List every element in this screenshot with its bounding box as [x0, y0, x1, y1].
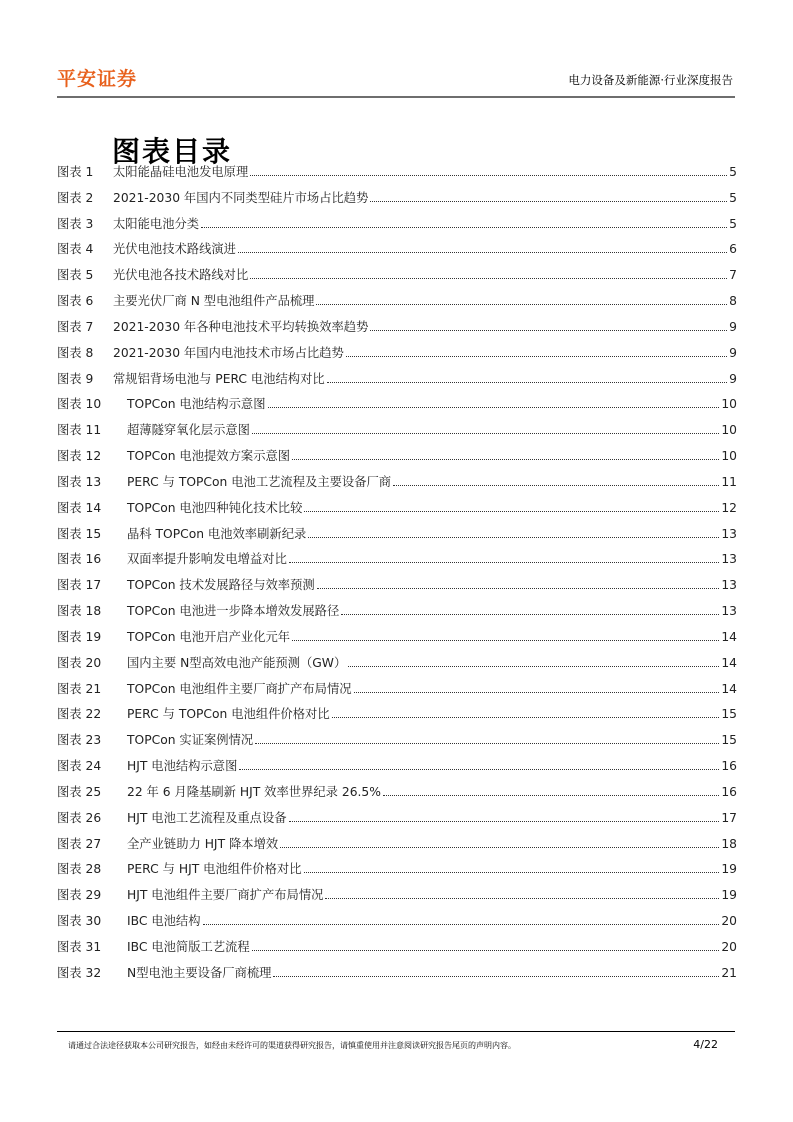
toc-entry[interactable] [57, 757, 737, 783]
toc-title[interactable]: PERC 与 TOPCon 电池工艺流程及主要设备厂商 [127, 474, 392, 489]
toc-page: 10 [721, 423, 737, 438]
toc-title[interactable]: 太阳能电池分类 [113, 216, 200, 231]
toc-entry[interactable] [57, 344, 737, 370]
toc-entry[interactable] [57, 240, 737, 266]
toc-label: 图表 14 [57, 500, 102, 515]
toc-entry[interactable] [57, 964, 737, 990]
toc-page: 14 [721, 629, 737, 644]
company-logo: 平安证券 [57, 68, 138, 90]
toc-entry[interactable] [57, 835, 737, 861]
toc-leader [308, 536, 719, 538]
toc-entry[interactable] [57, 421, 737, 447]
toc-page: 16 [721, 759, 737, 774]
toc-label: 图表 13 [57, 474, 102, 489]
toc-leader [273, 975, 719, 977]
toc-page: 8 [729, 294, 737, 309]
toc-entry[interactable] [57, 292, 737, 318]
toc-leader [332, 716, 720, 718]
toc-title[interactable]: PERC 与 TOPCon 电池组件价格对比 [127, 707, 330, 722]
toc-leader [289, 561, 719, 563]
toc-leader [383, 794, 719, 796]
toc-label: 图表 28 [57, 862, 102, 877]
toc-title[interactable]: TOPCon 电池结构示意图 [127, 397, 266, 412]
toc-label: 图表 18 [57, 604, 102, 619]
toc-label: 图表 31 [57, 939, 102, 954]
toc-title[interactable]: TOPCon 电池组件主要厂商扩产布局情况 [127, 681, 352, 696]
toc-page: 10 [721, 449, 737, 464]
toc-entry[interactable] [57, 809, 737, 835]
toc-leader [252, 432, 719, 434]
toc-leader [327, 381, 727, 383]
toc-title[interactable]: HJT 电池组件主要厂商扩产布局情况 [127, 888, 324, 903]
toc-entry[interactable] [57, 912, 737, 938]
page-number: 4/22 [693, 1038, 718, 1051]
toc-label: 图表 10 [57, 397, 102, 412]
toc-entry[interactable] [57, 189, 737, 215]
toc-label: 图表 1 [57, 165, 94, 179]
toc-page: 5 [729, 165, 737, 179]
footer-divider [57, 1031, 735, 1032]
toc-title[interactable]: 22 年 6 月隆基刷新 HJT 效率世界纪录 26.5% [127, 784, 381, 799]
toc-entry[interactable] [57, 860, 737, 886]
toc-title[interactable]: 光伏电池技术路线演进 [113, 242, 236, 257]
toc-label: 图表 23 [57, 733, 102, 748]
toc-label: 图表 9 [57, 371, 94, 386]
toc-entry[interactable] [57, 705, 737, 731]
toc-title[interactable]: HJT 电池结构示意图 [127, 759, 238, 774]
toc-title[interactable]: 太阳能晶硅电池发电原理 [113, 165, 249, 179]
toc-page: 19 [721, 862, 737, 877]
toc-entry[interactable] [57, 266, 737, 292]
toc-title[interactable]: 主要光伏厂商 N 型电池组件产品梳理 [113, 294, 315, 309]
toc-entry[interactable] [57, 576, 737, 602]
toc-entry[interactable] [57, 499, 737, 525]
toc-page: 18 [721, 836, 737, 851]
toc-label: 图表 8 [57, 345, 94, 360]
toc-entry[interactable] [57, 731, 737, 757]
toc-entry[interactable] [57, 215, 737, 241]
toc-leader [289, 820, 720, 822]
toc-entry[interactable] [57, 370, 737, 396]
toc-label: 图表 19 [57, 629, 102, 644]
toc-leader [354, 691, 720, 693]
toc-page: 9 [729, 371, 737, 386]
toc-label: 图表 25 [57, 784, 102, 799]
toc-label: 图表 17 [57, 578, 102, 593]
toc-entry[interactable] [57, 550, 737, 576]
page-title: 图表目录 [112, 135, 233, 168]
toc-label: 图表 24 [57, 759, 102, 774]
toc-page: 13 [721, 526, 737, 541]
toc-title[interactable]: 常规铝背场电池与 PERC 电池结构对比 [113, 371, 325, 386]
toc-page: 5 [729, 190, 737, 205]
toc-label: 图表 26 [57, 810, 102, 825]
toc-title[interactable]: 2021-2030 年国内不同类型硅片市场占比趋势 [113, 190, 369, 205]
toc-label: 图表 20 [57, 655, 102, 670]
toc-page: 7 [729, 268, 737, 283]
footer-disclaimer: 请通过合法途径获取本公司研究报告，如经由未经许可的渠道获得研究报告，请慎重使用并注意阅读研究报告尾页的声明内容。 [68, 1041, 516, 1050]
toc-page: 6 [729, 242, 737, 257]
toc-page: 13 [721, 578, 737, 593]
toc-leader [250, 174, 727, 176]
toc-page: 16 [721, 784, 737, 799]
toc-title[interactable]: 2021-2030 年各种电池技术平均转换效率趋势 [113, 319, 369, 334]
toc-title[interactable]: TOPCon 电池开启产业化元年 [127, 629, 291, 644]
toc-page: 14 [721, 655, 737, 670]
toc-label: 图表 12 [57, 449, 102, 464]
toc-leader [255, 742, 719, 744]
toc-title[interactable]: 晶科 TOPCon 电池效率刷新纪录 [127, 526, 307, 541]
toc-page: 10 [721, 397, 737, 412]
toc-page: 13 [721, 604, 737, 619]
toc-page: 11 [721, 474, 737, 489]
toc-leader [268, 406, 720, 408]
toc-label: 图表 2 [57, 190, 94, 205]
toc-label: 图表 15 [57, 526, 102, 541]
toc-entry[interactable] [57, 938, 737, 964]
toc-leader [292, 458, 719, 460]
toc-page: 9 [729, 319, 737, 334]
toc-label: 图表 22 [57, 707, 102, 722]
toc-entry[interactable] [57, 395, 737, 421]
toc-leader [346, 355, 727, 357]
toc-page: 19 [721, 888, 737, 903]
toc-leader [370, 200, 727, 202]
toc-entry[interactable] [57, 163, 737, 189]
toc-label: 图表 21 [57, 681, 102, 696]
toc-entry[interactable] [57, 783, 737, 809]
toc-leader [393, 484, 719, 486]
toc-leader [325, 897, 719, 899]
toc-title[interactable]: HJT 电池工艺流程及重点设备 [127, 810, 287, 825]
toc-leader [238, 251, 727, 253]
toc-page: 15 [721, 707, 737, 722]
toc-leader [341, 613, 719, 615]
toc-label: 图表 7 [57, 319, 94, 334]
toc-title[interactable]: TOPCon 技术发展路径与效率预测 [127, 578, 315, 593]
toc-entry[interactable] [57, 318, 737, 344]
toc-title[interactable]: IBC 电池简版工艺流程 [127, 939, 250, 954]
header-divider [57, 96, 735, 98]
toc-label: 图表 6 [57, 294, 94, 309]
toc-title[interactable]: N型电池主要设备厂商梳理 [127, 965, 272, 980]
toc-leader [292, 639, 719, 641]
toc-title[interactable]: PERC 与 HJT 电池组件价格对比 [127, 862, 302, 877]
toc-label: 图表 5 [57, 268, 94, 283]
toc-label: 图表 11 [57, 423, 102, 438]
toc-title[interactable]: 双面率提升影响发电增益对比 [127, 552, 287, 567]
toc-entry[interactable] [57, 628, 737, 654]
toc-entry[interactable] [57, 525, 737, 551]
toc-page: 17 [721, 810, 737, 825]
toc-title[interactable]: 国内主要 N型高效电池产能预测（GW） [127, 655, 347, 670]
toc-label: 图表 27 [57, 836, 102, 851]
toc-title[interactable]: TOPCon 电池提效方案示意图 [127, 449, 291, 464]
toc-label: 图表 4 [57, 242, 94, 257]
toc-leader [304, 510, 719, 512]
table-of-figures [57, 163, 737, 990]
toc-title[interactable]: 光伏电池各技术路线对比 [113, 268, 249, 283]
toc-title[interactable]: 超薄隧穿氧化层示意图 [127, 423, 250, 438]
toc-title[interactable]: IBC 电池结构 [127, 914, 201, 929]
toc-label: 图表 3 [57, 216, 94, 231]
toc-leader [370, 329, 727, 331]
toc-page: 13 [721, 552, 737, 567]
toc-title[interactable]: TOPCon 电池进一步降本增效发展路径 [127, 604, 340, 619]
toc-page: 12 [721, 500, 737, 515]
toc-leader [239, 768, 719, 770]
toc-page: 5 [729, 216, 737, 231]
toc-label: 图表 16 [57, 552, 102, 567]
toc-page: 20 [721, 939, 737, 954]
toc-title[interactable]: 全产业链助力 HJT 降本增效 [127, 836, 279, 851]
toc-page: 9 [729, 345, 737, 360]
toc-label: 图表 32 [57, 965, 102, 980]
toc-page: 15 [721, 733, 737, 748]
toc-label: 图表 30 [57, 914, 102, 929]
toc-leader [304, 871, 720, 873]
toc-leader [280, 846, 719, 848]
toc-leader [317, 587, 720, 589]
toc-entry[interactable] [57, 473, 737, 499]
toc-entry[interactable] [57, 886, 737, 912]
toc-page: 14 [721, 681, 737, 696]
toc-page: 21 [721, 965, 737, 980]
toc-title[interactable]: TOPCon 电池四种钝化技术比较 [127, 500, 303, 515]
toc-leader [316, 303, 727, 305]
toc-entry[interactable] [57, 447, 737, 473]
toc-entry[interactable] [57, 680, 737, 706]
toc-leader [252, 949, 720, 951]
toc-leader [201, 226, 727, 228]
toc-title[interactable]: 2021-2030 年国内电池技术市场占比趋势 [113, 345, 344, 360]
toc-leader [250, 277, 727, 279]
toc-leader [348, 665, 719, 667]
toc-title[interactable]: TOPCon 实证案例情况 [127, 733, 254, 748]
toc-entry[interactable] [57, 654, 737, 680]
toc-page: 20 [721, 914, 737, 929]
toc-entry[interactable] [57, 602, 737, 628]
report-type: 电力设备及新能源·行业深度报告 [568, 73, 733, 87]
toc-label: 图表 29 [57, 888, 102, 903]
toc-leader [203, 923, 720, 925]
